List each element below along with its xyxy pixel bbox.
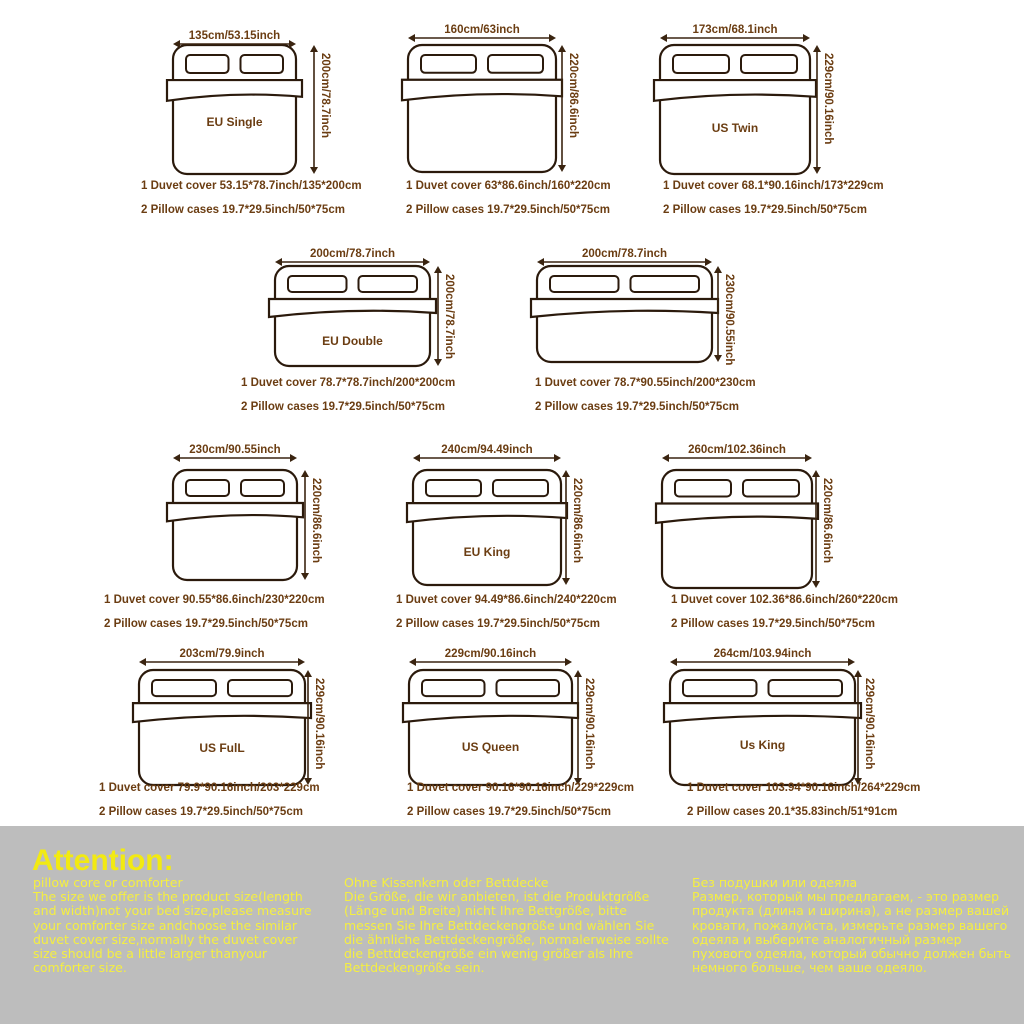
attention-russian-text: Без подушки или одеяла Размер, который мы предлагаем, - это размер продукта (длина и ширина), а не размер вашей кровати, пожалуйста, измерьте размер вашего одеяла и выберите аналогичный размер пухового одеяла, который обычно должен быть немного больше, чем ваше одеяло. (692, 875, 1011, 976)
bed-us-king-width-label: 264cm/103.94inch (713, 648, 812, 660)
attention-title: Attention: (32, 844, 174, 877)
bed-us-full-pillow-spec: 2 Pillow cases 19.7*29.5inch/50*75cm (99, 806, 303, 818)
bed-eu-double-duvet-spec: 1 Duvet cover 78.7*78.7inch/200*200cm (241, 377, 456, 389)
bed-us-full-name: US FulL (199, 741, 245, 755)
bed-eu-single-height-label: 200cm/78.7inch (319, 53, 331, 139)
bed-us-queen-pillow-spec: 2 Pillow cases 19.7*29.5inch/50*75cm (407, 806, 611, 818)
bed-eu-king-name: EU King (463, 545, 511, 559)
bed-160-duvet-spec: 1 Duvet cover 63*86.6inch/160*220cm (406, 180, 611, 192)
bed-160-height-label: 220cm/86.6inch (567, 53, 579, 139)
bed-eu-single-name: EU Single (206, 115, 263, 129)
bed-us-king-height-label: 229cm/90.16inch (863, 678, 875, 770)
bed-200x230-duvet-spec: 1 Duvet cover 78.7*90.55inch/200*230cm (535, 377, 756, 389)
bed-us-full-width-label: 203cm/79.9inch (179, 648, 265, 660)
attention-german-text: Ohne Kissenkern oder Bettdecke Die Größe, die wir anbieten, ist die Produktgröße (Länge und Breite) nicht Ihre Bettgröße, bitte messen Sie Ihre Bettdeckengröße und wählen Sie die ähnliche Bettdeckengröße, normalerweise sollte die Bettdeckengröße ein wenig größer als Ihre Bettdeckengröße sein. (344, 875, 669, 976)
bed-eu-double-pillow-spec: 2 Pillow cases 19.7*29.5inch/50*75cm (241, 401, 445, 413)
bed-us-king-name: Us King (739, 738, 786, 752)
bed-us-full-height-label: 229cm/90.16inch (313, 678, 325, 770)
bed-160-width-label: 160cm/63inch (444, 24, 520, 36)
bed-160-pillow-spec: 2 Pillow cases 19.7*29.5inch/50*75cm (406, 204, 610, 216)
bed-us-queen-height-label: 229cm/90.16inch (583, 678, 595, 770)
bed-eu-double-height-label: 200cm/78.7inch (443, 274, 455, 360)
bed-230x220-duvet-spec: 1 Duvet cover 90.55*86.6inch/230*220cm (104, 594, 325, 606)
attention-english-text: pillow core or comforter The size we offer is the product size(length and width)not your bed size,please measure your comforter size andchoose the similar duvet cover size,normally the duvet cover size should be a little larger thanyour comforter size. (33, 875, 312, 976)
attention-panel (0, 826, 1024, 1024)
bed-200x230-width-label: 200cm/78.7inch (581, 248, 668, 260)
bed-200x230-height-label: 230cm/90.55inch (723, 274, 735, 366)
bed-eu-king-pillow-spec: 2 Pillow cases 19.7*29.5inch/50*75cm (396, 618, 600, 630)
bed-us-twin-duvet-spec: 1 Duvet cover 68.1*90.16inch/173*229cm (663, 180, 884, 192)
bed-us-twin-pillow-spec: 2 Pillow cases 19.7*29.5inch/50*75cm (663, 204, 867, 216)
bed-us-queen-width-label: 229cm/90.16inch (444, 648, 537, 660)
bed-230x220-height-label: 220cm/86.6inch (310, 478, 322, 564)
bed-us-king-pillow-right (769, 680, 843, 696)
bed-230x220-width-label: 230cm/90.55inch (189, 444, 281, 456)
bed-us-twin-name: US Twin (711, 121, 759, 135)
bed-us-king-duvet-spec: 1 Duvet cover 103.94*90.16inch/264*229cm (687, 782, 921, 794)
bed-us-king-height-arrowhead-top (854, 670, 862, 677)
bed-eu-single-pillow-spec: 2 Pillow cases 19.7*29.5inch/50*75cm (141, 204, 345, 216)
bed-eu-king-duvet-spec: 1 Duvet cover 94.49*86.6inch/240*220cm (396, 594, 617, 606)
bed-us-king-pillow-left (683, 680, 757, 696)
bed-eu-single-duvet-spec: 1 Duvet cover 53.15*78.7inch/135*200cm (141, 180, 362, 192)
bed-us-king-pillow-spec: 2 Pillow cases 20.1*35.83inch/51*91cm (687, 806, 898, 818)
bed-eu-king-height-label: 220cm/86.6inch (571, 478, 583, 564)
bed-us-full-duvet-spec: 1 Duvet cover 79.9*90.16inch/203*229cm (99, 782, 320, 794)
bed-230x220-pillow-spec: 2 Pillow cases 19.7*29.5inch/50*75cm (104, 618, 308, 630)
bed-us-twin-height-label: 229cm/90.16inch (822, 53, 834, 145)
bed-200x230-pillow-spec: 2 Pillow cases 19.7*29.5inch/50*75cm (535, 401, 739, 413)
bed-260x220-width-label: 260cm/102.36inch (688, 444, 786, 456)
bed-us-twin-width-label: 173cm/68.1inch (692, 24, 778, 36)
bed-260x220-duvet-spec: 1 Duvet cover 102.36*86.6inch/260*220cm (671, 594, 898, 606)
bed-eu-double-name: EU Double (322, 334, 383, 348)
bed-us-queen-name: US Queen (461, 740, 520, 754)
bed-eu-single-width-label: 135cm/53.15inch (188, 30, 281, 42)
bed-260x220-height-label: 220cm/86.6inch (821, 478, 833, 564)
bed-eu-king-width-label: 240cm/94.49inch (441, 444, 533, 456)
bed-eu-double-width-label: 200cm/78.7inch (309, 248, 396, 260)
bed-260x220-pillow-spec: 2 Pillow cases 19.7*29.5inch/50*75cm (671, 618, 875, 630)
bed-us-queen-duvet-spec: 1 Duvet cover 90.16*90.16inch/229*229cm (407, 782, 634, 794)
